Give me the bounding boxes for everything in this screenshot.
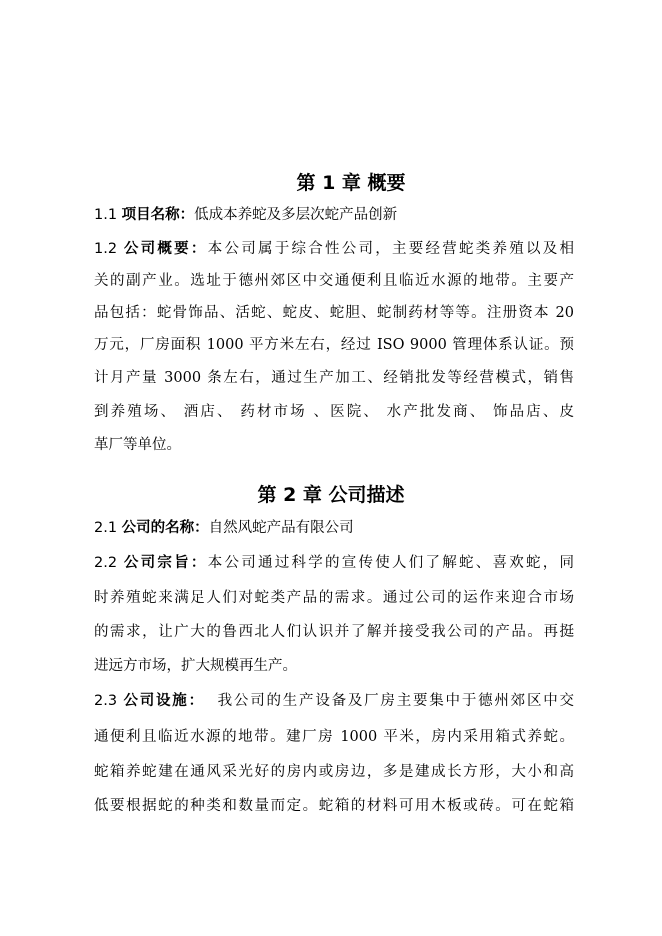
section-number: 1.1: [94, 207, 122, 223]
section-text: 自然风蛇产品有限公司: [208, 520, 354, 536]
section-label: 公司概要：: [123, 241, 208, 257]
section-text: 低成本养蛇及多层次蛇产品创新: [194, 207, 398, 223]
paragraph-text: 本公司属于综合性公司，主要经营蛇类养殖以及相: [207, 241, 574, 257]
paragraph-line: 万元，厂房面积 1000 平方米左右，经过 ISO 9000 管理体系认证。预: [94, 337, 574, 353]
paragraph-text: 我公司的生产设备及厂房主要集中于德州郊区中交: [204, 693, 574, 709]
paragraph-line: 计月产量 3000 条左右，通过生产加工、经销批发等经营模式，销售: [94, 370, 574, 386]
paragraph-line: 品包括：蛇骨饰品、活蛇、蛇皮、蛇胆、蛇制药材等等。注册资本 20: [94, 305, 574, 321]
section-label: 公司设施：: [123, 693, 205, 709]
paragraph-line: 时养殖蛇来满足人们对蛇类产品的需求。通过公司的运作来迎合市场: [94, 590, 574, 606]
section-1-1: [94, 205, 574, 225]
paragraph-line: 低要根据蛇的种类和数量而定。蛇箱的材料可用木板或砖。可在蛇箱: [94, 798, 574, 814]
section-2-3-line-1: [94, 691, 574, 711]
section-2-1: [94, 518, 574, 538]
paragraph-line: 蛇箱养蛇建在通风采光好的房内或房边，多是建成长方形，大小和高: [94, 764, 574, 780]
paragraph-line: 通便利且临近水源的地带。建厂房 1000 平米，房内采用箱式养蛇。: [94, 729, 574, 745]
paragraph-line: 到养殖场、 酒店、 药材市场 、医院、 水产批发商、 饰品店、皮: [94, 404, 574, 420]
section-label: 项目名称：: [121, 207, 195, 223]
paragraph-text: 本公司通过科学的宣传使人们了解蛇、喜欢蛇，同: [207, 555, 574, 571]
section-label: 公司宗旨：: [123, 555, 208, 571]
section-number: 2.2: [94, 555, 124, 571]
section-label: 公司的名称：: [121, 520, 209, 536]
chapter-1-title: 第 1 章 概要: [296, 172, 406, 194]
paragraph-line: 关的副产业。选址于德州郊区中交通便利且临近水源的地带。主要产: [94, 273, 574, 289]
section-number: 2.1: [94, 520, 122, 536]
section-number: 1.2: [94, 241, 124, 257]
paragraph-line: 进远方市场，扩大规模再生产。: [94, 658, 297, 674]
section-1-2-line-1: [94, 239, 574, 259]
section-number: 2.3: [94, 693, 124, 709]
paragraph-line: 的需求，让广大的鲁西北人们认识并了解并接受我公司的产品。再挺: [94, 624, 574, 640]
chapter-2-title: 第 2 章 公司描述: [257, 484, 405, 506]
section-2-2-line-1: [94, 553, 574, 573]
paragraph-line: 革厂等单位。: [94, 437, 181, 453]
